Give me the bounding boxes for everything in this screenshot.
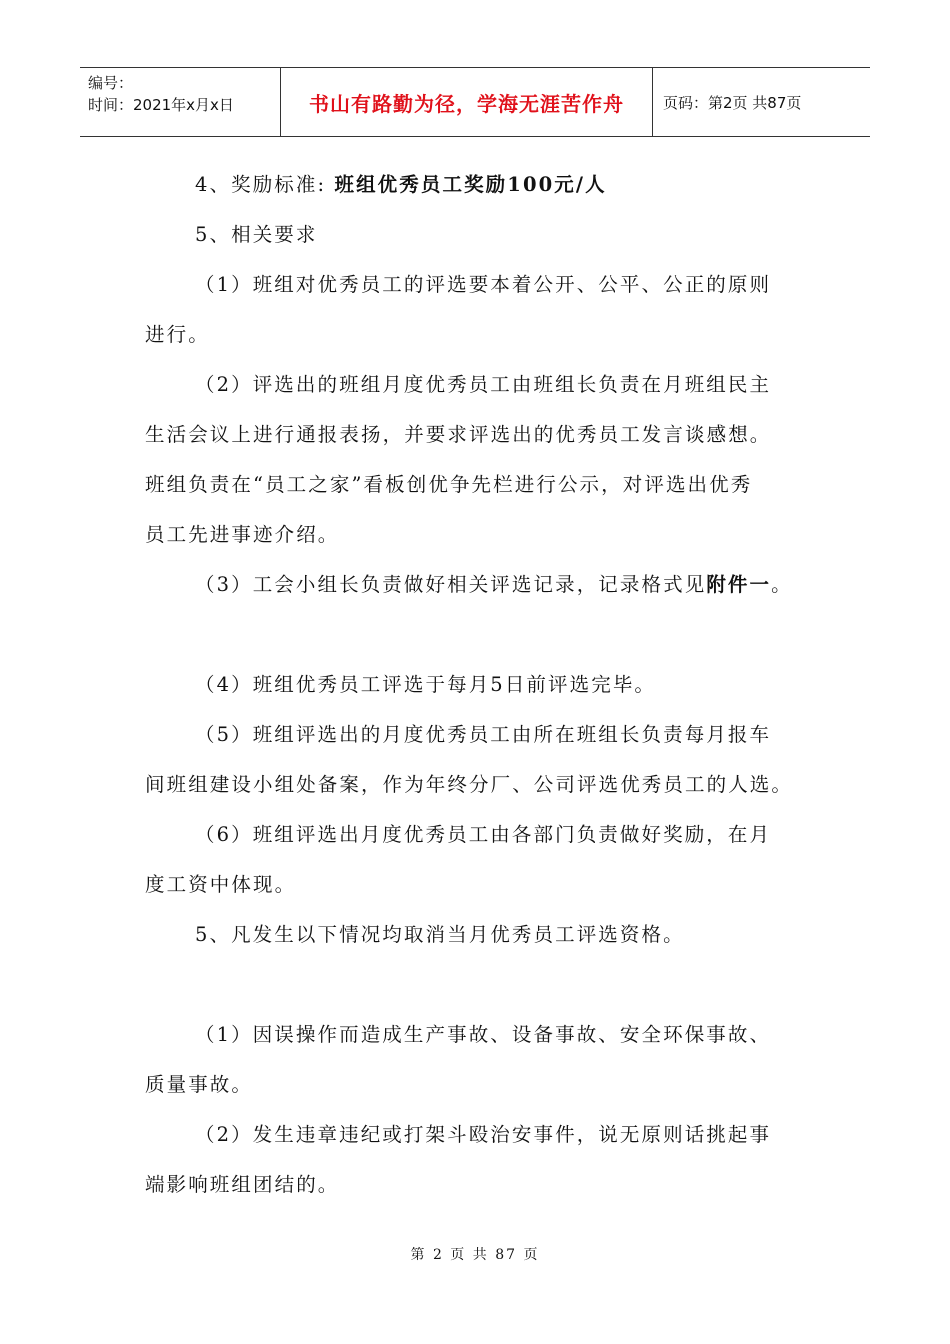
reward-standard-label: 4、奖励标准:: [195, 173, 335, 196]
disqualification-1-line-2: 质量事故。: [145, 1073, 254, 1096]
page-footer: 第 2 页 共 87 页: [410, 1247, 540, 1263]
section-heading-requirements: 5、相关要求: [195, 223, 318, 246]
requirement-1-line-1: （1）班组对优秀员工的评选要本着公开、公平、公正的原则: [195, 273, 772, 296]
appendix-reference: 附件一: [706, 573, 772, 596]
requirement-2-line-1: （2）评选出的班组月度优秀员工由班组长负责在月班组民主: [195, 373, 772, 396]
requirement-2-line-2: 生活会议上进行通报表扬，并要求评选出的优秀员工发言谈感想。: [145, 423, 772, 446]
requirement-6-line-2: 度工资中体现。: [145, 873, 297, 896]
requirement-3-text: （3）工会小组长负责做好相关评选记录，记录格式见: [195, 573, 707, 596]
header-page-number: 页码：第2页 共87页: [663, 93, 802, 112]
requirement-5-line-2: 间班组建设小组处备案，作为年终分厂、公司评选优秀员工的人选。: [145, 773, 794, 796]
disqualification-2-line-1: （2）发生违章违纪或打架斗殴治安事件，说无原则话挑起事: [195, 1123, 772, 1146]
reward-standard: [145, 160, 825, 210]
header-page-cell: [653, 68, 870, 136]
document-date-label: 时间：2021年x月x日: [88, 96, 234, 114]
header-meta: [80, 68, 281, 136]
requirement-1-line-2: 进行。: [145, 323, 210, 346]
document-number-label: 编号：: [88, 74, 134, 92]
page-header: [80, 67, 870, 137]
requirement-3-period: 。: [771, 573, 793, 596]
reward-standard-value: 班组优秀员工奖励100元/人: [334, 173, 607, 196]
requirement-2-line-4: 员工先进事迹介绍。: [145, 523, 340, 546]
section-heading-disqualification: 5、凡发生以下情况均取消当月优秀员工评选资格。: [195, 923, 685, 946]
document-body: [145, 160, 825, 1210]
disqualification-2-line-2: 端影响班组团结的。: [145, 1173, 340, 1196]
requirement-3: [145, 560, 825, 610]
requirement-4: （4）班组优秀员工评选于每月5日前评选完毕。: [195, 673, 657, 696]
requirement-2-line-3: 班组负责在“员工之家”看板创优争先栏进行公示，对评选出优秀: [145, 473, 753, 496]
disqualification-1-line-1: （1）因误操作而造成生产事故、设备事故、安全环保事故、: [195, 1023, 772, 1046]
header-motto: 书山有路勤为径，学海无涯苦作舟: [309, 91, 624, 116]
requirement-6-line-1: （6）班组评选出月度优秀员工由各部门负责做好奖励，在月: [195, 823, 772, 846]
header-motto-cell: [281, 68, 653, 136]
requirement-5-line-1: （5）班组评选出的月度优秀员工由所在班组长负责每月报车: [195, 723, 772, 746]
